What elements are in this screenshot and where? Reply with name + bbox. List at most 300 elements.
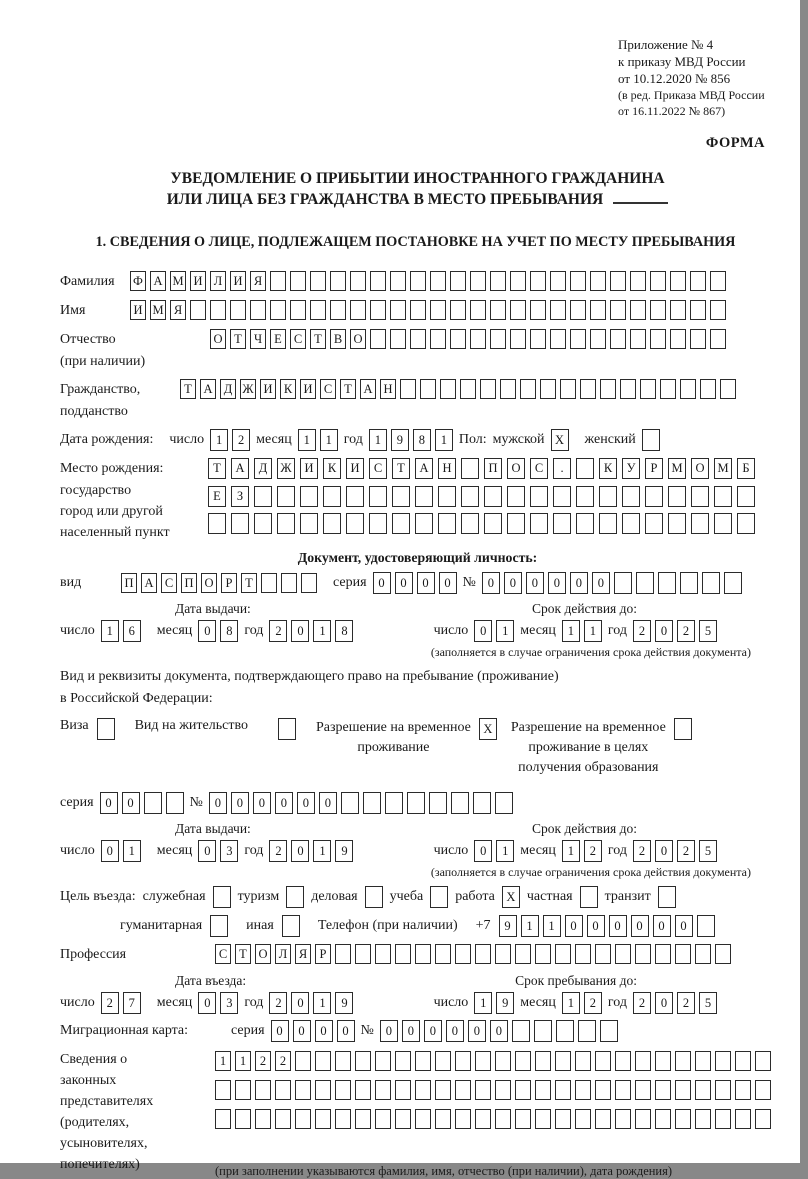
char-cell[interactable]: 2 <box>677 620 695 642</box>
entry-day-cells[interactable] <box>101 992 141 1014</box>
char-cell[interactable] <box>495 1080 511 1100</box>
char-cell[interactable] <box>576 513 594 534</box>
char-cell[interactable] <box>590 329 606 349</box>
char-cell[interactable]: 2 <box>275 1051 291 1071</box>
char-cell[interactable] <box>490 300 506 320</box>
char-cell[interactable]: 1 <box>313 992 331 1014</box>
char-cell[interactable] <box>622 486 640 507</box>
char-cell[interactable] <box>655 944 671 964</box>
doc-valid-year-cells[interactable] <box>633 620 717 642</box>
char-cell[interactable] <box>578 1020 596 1042</box>
char-cell[interactable] <box>635 1051 651 1071</box>
birth-place-cells-row2[interactable] <box>208 486 755 507</box>
doc-kind-cells[interactable] <box>121 573 317 593</box>
char-cell[interactable]: М <box>714 458 732 479</box>
char-cell[interactable] <box>735 1109 751 1129</box>
char-cell[interactable] <box>556 1020 574 1042</box>
char-cell[interactable]: И <box>346 458 364 479</box>
char-cell[interactable]: А <box>360 379 376 399</box>
char-cell[interactable] <box>530 486 548 507</box>
char-cell[interactable]: 1 <box>474 992 492 1014</box>
char-cell[interactable]: 2 <box>269 840 287 862</box>
char-cell[interactable]: 0 <box>653 915 671 937</box>
char-cell[interactable]: С <box>215 944 231 964</box>
char-cell[interactable] <box>407 792 425 814</box>
char-cell[interactable] <box>700 379 716 399</box>
char-cell[interactable] <box>655 1051 671 1071</box>
char-cell[interactable] <box>691 513 709 534</box>
char-cell[interactable]: 0 <box>395 572 413 594</box>
char-cell[interactable] <box>755 1109 771 1129</box>
char-cell[interactable]: У <box>622 458 640 479</box>
char-cell[interactable]: 9 <box>335 840 353 862</box>
char-cell[interactable]: Н <box>380 379 396 399</box>
char-cell[interactable] <box>461 513 479 534</box>
char-cell[interactable] <box>668 486 686 507</box>
char-cell[interactable]: П <box>181 573 197 593</box>
char-cell[interactable]: Б <box>737 458 755 479</box>
char-cell[interactable] <box>278 718 296 740</box>
char-cell[interactable] <box>530 300 546 320</box>
char-cell[interactable] <box>335 1109 351 1129</box>
char-cell[interactable] <box>455 1051 471 1071</box>
char-cell[interactable] <box>295 1109 311 1129</box>
stay-day-cells[interactable] <box>474 992 514 1014</box>
char-cell[interactable]: 3 <box>220 840 238 862</box>
char-cell[interactable]: 2 <box>269 992 287 1014</box>
char-cell[interactable] <box>590 300 606 320</box>
char-cell[interactable]: Я <box>295 944 311 964</box>
char-cell[interactable]: 7 <box>123 992 141 1014</box>
doc-issue-month-cells[interactable] <box>198 620 238 642</box>
char-cell[interactable]: С <box>320 379 336 399</box>
char-cell[interactable]: А <box>415 458 433 479</box>
char-cell[interactable] <box>540 379 556 399</box>
char-cell[interactable] <box>642 429 660 451</box>
char-cell[interactable]: 0 <box>291 620 309 642</box>
char-cell[interactable] <box>595 944 611 964</box>
char-cell[interactable]: 2 <box>584 840 602 862</box>
char-cell[interactable] <box>435 1109 451 1129</box>
purpose-business-checkbox[interactable] <box>365 886 383 908</box>
char-cell[interactable] <box>714 513 732 534</box>
char-cell[interactable] <box>690 271 706 291</box>
char-cell[interactable]: 0 <box>122 792 140 814</box>
char-cell[interactable]: 0 <box>655 992 673 1014</box>
char-cell[interactable]: 0 <box>293 1020 311 1042</box>
char-cell[interactable] <box>695 944 711 964</box>
char-cell[interactable] <box>534 1020 552 1042</box>
char-cell[interactable] <box>510 271 526 291</box>
char-cell[interactable] <box>430 329 446 349</box>
char-cell[interactable] <box>550 271 566 291</box>
char-cell[interactable] <box>395 944 411 964</box>
birth-month-cells[interactable] <box>298 429 338 451</box>
char-cell[interactable]: 8 <box>220 620 238 642</box>
char-cell[interactable]: 8 <box>413 429 431 451</box>
char-cell[interactable]: Т <box>310 329 326 349</box>
doc-issue-day-cells[interactable] <box>101 620 141 642</box>
char-cell[interactable]: И <box>300 458 318 479</box>
char-cell[interactable] <box>455 1080 471 1100</box>
char-cell[interactable]: Ж <box>277 458 295 479</box>
char-cell[interactable] <box>213 886 231 908</box>
char-cell[interactable] <box>420 379 436 399</box>
char-cell[interactable] <box>300 513 318 534</box>
char-cell[interactable]: С <box>530 458 548 479</box>
char-cell[interactable] <box>615 944 631 964</box>
char-cell[interactable]: Т <box>392 458 410 479</box>
char-cell[interactable]: К <box>323 458 341 479</box>
char-cell[interactable]: 2 <box>584 992 602 1014</box>
char-cell[interactable] <box>335 1080 351 1100</box>
char-cell[interactable] <box>375 1080 391 1100</box>
char-cell[interactable] <box>450 300 466 320</box>
char-cell[interactable] <box>208 513 226 534</box>
stay-doc-issue-month-cells[interactable] <box>198 840 238 862</box>
stay-doc-issue-year-cells[interactable] <box>269 840 353 862</box>
char-cell[interactable]: И <box>190 271 206 291</box>
char-cell[interactable]: 9 <box>499 915 517 937</box>
char-cell[interactable] <box>515 1109 531 1129</box>
char-cell[interactable]: Р <box>645 458 663 479</box>
char-cell[interactable]: 1 <box>313 620 331 642</box>
char-cell[interactable] <box>630 329 646 349</box>
char-cell[interactable] <box>635 1080 651 1100</box>
char-cell[interactable] <box>702 572 720 594</box>
char-cell[interactable] <box>295 1051 311 1071</box>
char-cell[interactable]: 0 <box>424 1020 442 1042</box>
char-cell[interactable] <box>530 271 546 291</box>
char-cell[interactable] <box>295 1080 311 1100</box>
char-cell[interactable] <box>435 1080 451 1100</box>
char-cell[interactable]: 1 <box>101 620 119 642</box>
char-cell[interactable]: С <box>290 329 306 349</box>
doc-valid-month-cells[interactable] <box>562 620 602 642</box>
char-cell[interactable]: Т <box>208 458 226 479</box>
char-cell[interactable] <box>400 379 416 399</box>
char-cell[interactable] <box>470 329 486 349</box>
char-cell[interactable] <box>435 1051 451 1071</box>
char-cell[interactable]: О <box>350 329 366 349</box>
char-cell[interactable]: А <box>200 379 216 399</box>
char-cell[interactable] <box>310 300 326 320</box>
char-cell[interactable]: О <box>691 458 709 479</box>
char-cell[interactable] <box>261 573 277 593</box>
char-cell[interactable]: 1 <box>123 840 141 862</box>
char-cell[interactable]: 1 <box>210 429 228 451</box>
char-cell[interactable] <box>385 792 403 814</box>
char-cell[interactable] <box>510 329 526 349</box>
char-cell[interactable] <box>610 300 626 320</box>
char-cell[interactable]: 2 <box>633 620 651 642</box>
char-cell[interactable] <box>350 300 366 320</box>
char-cell[interactable] <box>430 300 446 320</box>
char-cell[interactable] <box>576 486 594 507</box>
char-cell[interactable] <box>575 944 591 964</box>
char-cell[interactable]: 0 <box>275 792 293 814</box>
char-cell[interactable]: X <box>551 429 569 451</box>
char-cell[interactable] <box>346 486 364 507</box>
char-cell[interactable]: 0 <box>231 792 249 814</box>
char-cell[interactable] <box>370 300 386 320</box>
char-cell[interactable] <box>215 1080 231 1100</box>
char-cell[interactable] <box>346 513 364 534</box>
char-cell[interactable]: 0 <box>337 1020 355 1042</box>
char-cell[interactable] <box>570 329 586 349</box>
stay-doc-valid-year-cells[interactable] <box>633 840 717 862</box>
char-cell[interactable]: 0 <box>587 915 605 937</box>
char-cell[interactable] <box>484 486 502 507</box>
char-cell[interactable] <box>355 1080 371 1100</box>
char-cell[interactable] <box>461 486 479 507</box>
char-cell[interactable] <box>290 271 306 291</box>
char-cell[interactable]: Л <box>275 944 291 964</box>
char-cell[interactable] <box>370 329 386 349</box>
char-cell[interactable] <box>335 1051 351 1071</box>
char-cell[interactable] <box>714 486 732 507</box>
char-cell[interactable] <box>415 1051 431 1071</box>
char-cell[interactable] <box>690 329 706 349</box>
char-cell[interactable] <box>507 486 525 507</box>
char-cell[interactable] <box>755 1080 771 1100</box>
char-cell[interactable] <box>680 572 698 594</box>
char-cell[interactable]: 0 <box>446 1020 464 1042</box>
char-cell[interactable]: О <box>255 944 271 964</box>
char-cell[interactable] <box>490 329 506 349</box>
purpose-tourism-checkbox[interactable] <box>286 886 304 908</box>
char-cell[interactable] <box>375 1051 391 1071</box>
char-cell[interactable] <box>610 271 626 291</box>
char-cell[interactable]: Е <box>208 486 226 507</box>
char-cell[interactable] <box>595 1109 611 1129</box>
char-cell[interactable]: И <box>260 379 276 399</box>
doc-number-cells[interactable] <box>482 572 742 594</box>
char-cell[interactable] <box>735 1080 751 1100</box>
char-cell[interactable]: 2 <box>633 840 651 862</box>
char-cell[interactable] <box>460 379 476 399</box>
char-cell[interactable] <box>355 1051 371 1071</box>
char-cell[interactable]: 0 <box>565 915 583 937</box>
char-cell[interactable] <box>415 486 433 507</box>
char-cell[interactable] <box>520 379 536 399</box>
char-cell[interactable]: 2 <box>633 992 651 1014</box>
char-cell[interactable]: Я <box>170 300 186 320</box>
char-cell[interactable]: 1 <box>313 840 331 862</box>
char-cell[interactable] <box>715 1080 731 1100</box>
char-cell[interactable] <box>600 1020 618 1042</box>
char-cell[interactable] <box>215 1109 231 1129</box>
char-cell[interactable] <box>650 271 666 291</box>
char-cell[interactable]: Т <box>235 944 251 964</box>
char-cell[interactable] <box>710 300 726 320</box>
char-cell[interactable] <box>590 271 606 291</box>
entry-month-cells[interactable] <box>198 992 238 1014</box>
char-cell[interactable] <box>515 1051 531 1071</box>
char-cell[interactable]: Ч <box>250 329 266 349</box>
char-cell[interactable] <box>475 1109 491 1129</box>
char-cell[interactable] <box>510 300 526 320</box>
char-cell[interactable]: 3 <box>220 992 238 1014</box>
char-cell[interactable] <box>97 718 115 740</box>
char-cell[interactable]: 0 <box>592 572 610 594</box>
char-cell[interactable]: 0 <box>100 792 118 814</box>
char-cell[interactable] <box>615 1109 631 1129</box>
char-cell[interactable]: 1 <box>235 1051 251 1071</box>
char-cell[interactable] <box>365 886 383 908</box>
char-cell[interactable] <box>255 1080 271 1100</box>
char-cell[interactable] <box>599 513 617 534</box>
char-cell[interactable] <box>281 573 297 593</box>
char-cell[interactable] <box>335 944 351 964</box>
char-cell[interactable]: Д <box>220 379 236 399</box>
char-cell[interactable] <box>724 572 742 594</box>
char-cell[interactable] <box>451 792 469 814</box>
char-cell[interactable]: 2 <box>677 992 695 1014</box>
char-cell[interactable] <box>553 513 571 534</box>
char-cell[interactable] <box>530 329 546 349</box>
char-cell[interactable] <box>315 1051 331 1071</box>
char-cell[interactable] <box>655 1080 671 1100</box>
char-cell[interactable] <box>392 486 410 507</box>
char-cell[interactable] <box>570 271 586 291</box>
char-cell[interactable] <box>277 486 295 507</box>
char-cell[interactable]: 0 <box>675 915 693 937</box>
char-cell[interactable] <box>575 1109 591 1129</box>
char-cell[interactable] <box>675 1109 691 1129</box>
char-cell[interactable]: Д <box>254 458 272 479</box>
char-cell[interactable]: 8 <box>335 620 353 642</box>
purpose-other-checkbox[interactable] <box>282 915 300 937</box>
char-cell[interactable] <box>555 1109 571 1129</box>
char-cell[interactable] <box>286 886 304 908</box>
char-cell[interactable] <box>254 513 272 534</box>
profession-cells[interactable] <box>215 944 731 964</box>
char-cell[interactable] <box>275 1080 291 1100</box>
char-cell[interactable] <box>438 486 456 507</box>
char-cell[interactable] <box>415 1080 431 1100</box>
char-cell[interactable]: 0 <box>548 572 566 594</box>
char-cell[interactable] <box>231 513 249 534</box>
char-cell[interactable] <box>350 271 366 291</box>
char-cell[interactable]: Е <box>270 329 286 349</box>
char-cell[interactable] <box>570 300 586 320</box>
char-cell[interactable] <box>330 300 346 320</box>
char-cell[interactable]: М <box>150 300 166 320</box>
char-cell[interactable]: 5 <box>699 620 717 642</box>
char-cell[interactable] <box>555 944 571 964</box>
char-cell[interactable]: А <box>231 458 249 479</box>
char-cell[interactable] <box>370 271 386 291</box>
birth-place-cells-row1[interactable] <box>208 458 755 479</box>
char-cell[interactable] <box>512 1020 530 1042</box>
char-cell[interactable] <box>580 886 598 908</box>
char-cell[interactable] <box>435 944 451 964</box>
char-cell[interactable] <box>674 718 692 740</box>
char-cell[interactable]: Р <box>221 573 237 593</box>
char-cell[interactable] <box>550 300 566 320</box>
char-cell[interactable] <box>455 1109 471 1129</box>
char-cell[interactable] <box>395 1080 411 1100</box>
char-cell[interactable]: 0 <box>209 792 227 814</box>
char-cell[interactable]: А <box>141 573 157 593</box>
char-cell[interactable] <box>614 572 632 594</box>
purpose-study-checkbox[interactable] <box>430 886 448 908</box>
char-cell[interactable] <box>710 329 726 349</box>
char-cell[interactable] <box>475 1080 491 1100</box>
char-cell[interactable]: 2 <box>269 620 287 642</box>
char-cell[interactable] <box>235 1109 251 1129</box>
char-cell[interactable]: К <box>599 458 617 479</box>
char-cell[interactable]: 1 <box>562 992 580 1014</box>
char-cell[interactable]: X <box>479 718 497 740</box>
birth-day-cells[interactable] <box>210 429 250 451</box>
purpose-work-checkbox[interactable] <box>502 886 520 908</box>
char-cell[interactable]: 0 <box>198 840 216 862</box>
char-cell[interactable]: 0 <box>380 1020 398 1042</box>
char-cell[interactable] <box>166 792 184 814</box>
char-cell[interactable] <box>430 886 448 908</box>
char-cell[interactable] <box>484 513 502 534</box>
citizenship-cells[interactable] <box>180 379 736 399</box>
birth-place-cells-row3[interactable] <box>208 513 755 534</box>
char-cell[interactable] <box>691 486 709 507</box>
char-cell[interactable]: М <box>668 458 686 479</box>
char-cell[interactable] <box>550 329 566 349</box>
char-cell[interactable] <box>635 944 651 964</box>
char-cell[interactable] <box>720 379 736 399</box>
char-cell[interactable] <box>515 944 531 964</box>
migration-card-series-cells[interactable] <box>271 1020 355 1042</box>
char-cell[interactable]: Ж <box>240 379 256 399</box>
char-cell[interactable] <box>670 329 686 349</box>
char-cell[interactable]: 0 <box>253 792 271 814</box>
char-cell[interactable]: 2 <box>677 840 695 862</box>
char-cell[interactable] <box>655 1109 671 1129</box>
char-cell[interactable] <box>595 1051 611 1071</box>
char-cell[interactable]: В <box>330 329 346 349</box>
char-cell[interactable]: К <box>280 379 296 399</box>
char-cell[interactable]: 0 <box>101 840 119 862</box>
char-cell[interactable]: 0 <box>198 992 216 1014</box>
char-cell[interactable] <box>495 1051 511 1071</box>
char-cell[interactable] <box>323 486 341 507</box>
char-cell[interactable]: Н <box>438 458 456 479</box>
char-cell[interactable]: С <box>161 573 177 593</box>
char-cell[interactable] <box>341 792 359 814</box>
char-cell[interactable] <box>535 944 551 964</box>
char-cell[interactable] <box>390 271 406 291</box>
char-cell[interactable] <box>430 271 446 291</box>
char-cell[interactable] <box>695 1051 711 1071</box>
visa-checkbox[interactable] <box>97 718 115 740</box>
char-cell[interactable]: 1 <box>543 915 561 937</box>
birth-year-cells[interactable] <box>369 429 453 451</box>
char-cell[interactable] <box>535 1109 551 1129</box>
char-cell[interactable] <box>395 1109 411 1129</box>
char-cell[interactable] <box>330 271 346 291</box>
char-cell[interactable] <box>235 1080 251 1100</box>
char-cell[interactable]: Т <box>340 379 356 399</box>
char-cell[interactable]: 0 <box>631 915 649 937</box>
char-cell[interactable] <box>690 300 706 320</box>
doc-issue-year-cells[interactable] <box>269 620 353 642</box>
char-cell[interactable] <box>475 1051 491 1071</box>
char-cell[interactable]: 2 <box>232 429 250 451</box>
entry-year-cells[interactable] <box>269 992 353 1014</box>
char-cell[interactable] <box>475 944 491 964</box>
char-cell[interactable] <box>715 1109 731 1129</box>
